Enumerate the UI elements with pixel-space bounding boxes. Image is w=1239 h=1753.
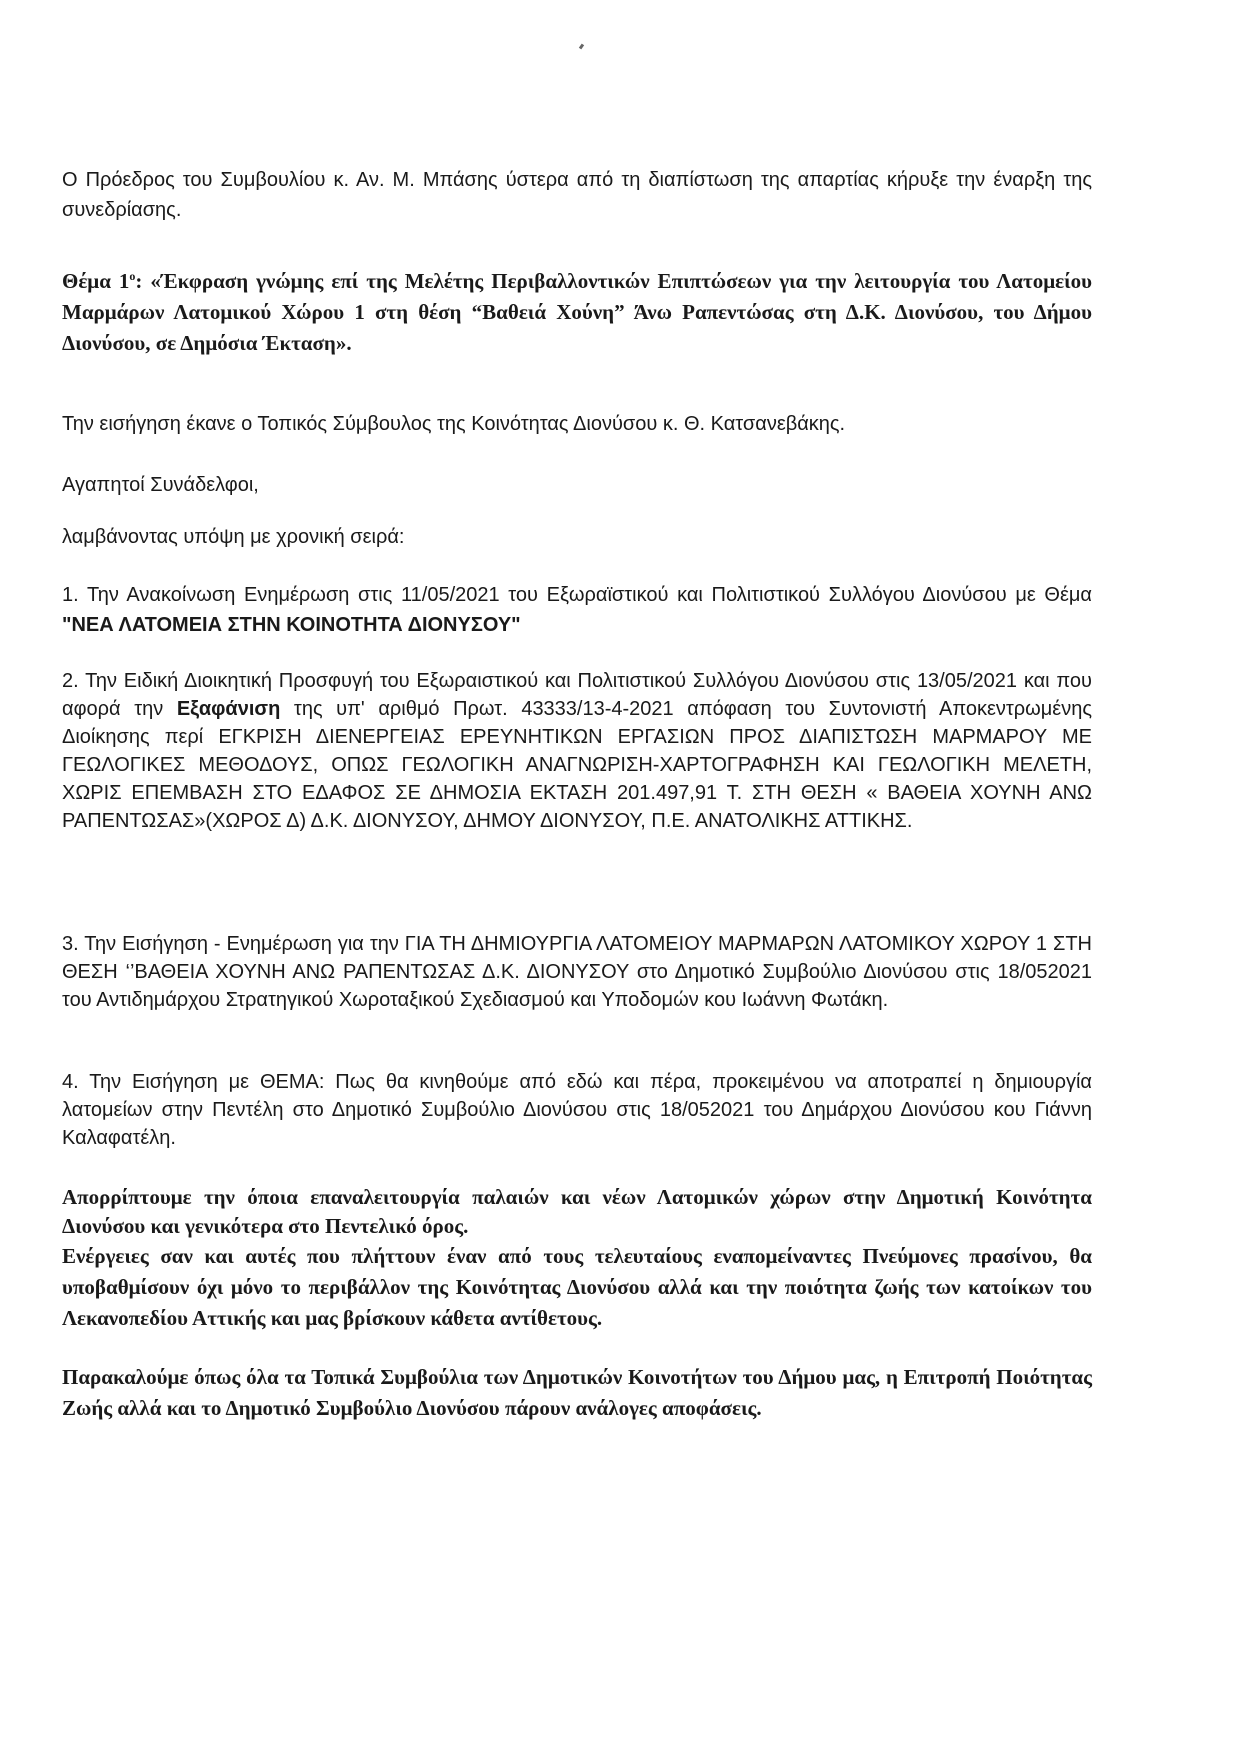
rapporteur-line: Την εισήγηση έκανε ο Τοπικός Σύμβουλος της Κοινότητας Διονύσου κ. Θ. Κατσανεβάκης. bbox=[62, 413, 846, 435]
subject-text: : «Έκφραση γνώμης επί της Μελέτης Περιβαλλοντικών Επιπτώσεων για την λειτουργία του Λατομείου Μαρμάρων Λατομικού Χώρου 1 στη θέση “Βαθειά Χούνη” Άνω Ραπεντώσας στη Δ.Κ. Διονύσου, του Δήμου Διονύσου, σε Δημόσια Έκταση». bbox=[62, 269, 1093, 355]
list-item-2-text-b: της υπ' αριθμό Πρωτ. 43333/13-4-2021 απόφαση του Συντονιστή Αποκεντρωμένης Διοίκησης περί ΕΓΚΡΙΣΗ ΔΙΕΝΕΡΓΕΙΑΣ ΕΡΕΥΝΗΤΙΚΩΝ ΕΡΓΑΣΙΩΝ ΠΡΟΣ ΔΙΑΠΙΣΤΩΣΗ ΜΑΡΜΑΡΟΥ ΜΕ ΓΕΩΛΟΓΙΚΕΣ ΜΕΘΟΔΟΥΣ, ΟΠΩΣ ΓΕΩΛΟΓΙΚΗ ΑΝΑΓΝΩΡΙΣΗ-ΧΑΡΤΟΓΡΑΦΗΣΗ ΚΑΙ ΓΕΩΛΟΓΙΚΗ ΜΕΛΕΤΗ, ΧΩΡΙΣ ΕΠΕΜΒΑΣΗ ΣΤΟ ΕΔΑΦΟΣ ΣΕ ΔΗΜΟΣΙΑ ΕΚΤΑΣΗ 201.497,91 Τ. ΣΤΗ ΘΕΣΗ « ΒΑΘΕΙΑ ΧΟΥΝΗ ΑΝΩ ΡΑΠΕΝΤΩΣΑΣ»(ΧΩΡΟΣ Δ) Δ.Κ. ΔΙΟΝΥΣΟΥ, ΔΗΜΟΥ ΔΙΟΝΥΣΟΥ, Π.Ε. ΑΝΑΤΟΛΙΚΗΣ ΑΤΤΙΚΗΣ. bbox=[62, 698, 1092, 832]
list-item-1-text: 1. Την Ανακοίνωση Ενημέρωση στις 11/05/2021 του Εξωραϊστικού και Πολιτιστικού Συλλόγου Διονύσου με Θέμα bbox=[62, 584, 1092, 606]
intro-paragraph: Ο Πρόεδρος του Συμβουλίου κ. Αν. Μ. Μπάσης ύστερα από τη διαπίστωση της απαρτίας κήρυξε την έναρξη της συνεδρίασης. bbox=[62, 169, 1092, 221]
conclusion-paragraph-1: Απορρίπτουμε την όποια επαναλειτουργία παλαιών και νέων Λατομικών χώρων στην Δημοτική Κοινότητα Διονύσου και γενικότερα στο Πεντελικό όρος. bbox=[62, 1185, 1092, 1238]
conclusion-paragraph-2: Ενέργειες σαν και αυτές που πλήττουν έναν από τους τελευταίους εναπομείναντες Πνεύμονες πρασίνου, θα υποβαθμίσουν όχι μόνο το περιβάλλον της Κοινότητας Διονύσου αλλά και την ποιότητα ζωής των κατοίκων του Λεκανοπεδίου Αττικής και μας βρίσκουν κάθετα αντίθετους. bbox=[62, 1244, 1092, 1330]
list-item-2 bbox=[62, 667, 1092, 835]
list-item-2-bold: Εξαφάνιση bbox=[176, 698, 281, 720]
list-item-1 bbox=[62, 580, 1092, 640]
list-item-3: 3. Την Εισήγηση - Ενημέρωση για την ΓΙΑ ΤΗ ΔΗΜΙΟΥΡΓΙΑ ΛΑΤΟΜΕΙΟΥ ΜΑΡΜΑΡΩΝ ΛΑΤΟΜΙΚΟΥ ΧΩΡΟΥ 1 ΣΤΗ ΘΕΣΗ ‘’ΒΑΘΕΙΑ ΧΟΥΝΗ ΑΝΩ ΡΑΠΕΝΤΩΣΑΣ Δ.Κ. ΔΙΟΝΥΣΟΥ στο Δημοτικό Συμβούλιο Διονύσου στις 18/052021 του Αντιδημάρχου Στρατηγικού Χωροταξικού Σχεδιασμού και Υποδομών κου Ιωάννη Φωτάκη. bbox=[62, 933, 1092, 1011]
subject-paragraph bbox=[62, 266, 1092, 359]
list-item-2-text-a: 2. Την Ειδική Διοικητική Προσφυγή του Εξωραιστικού και Πολιτιστικού Συλλόγου Διονύσου στις 13/05/2021 και που αφορά την bbox=[62, 670, 1092, 720]
subject-label: Θέμα 1 bbox=[62, 269, 130, 293]
list-item-1-bold: "ΝΕΑ ΛΑΤΟΜΕΙΑ ΣΤΗΝ ΚΟΙΝΟΤΗΤΑ ΔΙΟΝΥΣΟΥ" bbox=[62, 614, 521, 636]
considering-line: λαμβάνοντας υπόψη με χρονική σειρά: bbox=[62, 526, 405, 548]
scan-speck bbox=[579, 44, 584, 50]
conclusion-paragraph-3: Παρακαλούμε όπως όλα τα Τοπικά Συμβούλια των Δημοτικών Κοινοτήτων του Δήμου μας, η Επιτροπή Ποιότητας Ζωής αλλά και το Δημοτικό Συμβούλιο Διονύσου πάρουν ανάλογες αποφάσεις. bbox=[62, 1365, 1092, 1420]
greeting-line: Αγαπητοί Συνάδελφοι, bbox=[62, 474, 259, 496]
subject-ordinal: ο bbox=[129, 269, 136, 283]
list-item-4: 4. Την Εισήγηση με ΘΕΜΑ: Πως θα κινηθούμε από εδώ και πέρα, προκειμένου να αποτραπεί η δημιουργία λατομείων στην Πεντέλη στο Δημοτικό Συμβούλιο Διονύσου στις 18/052021 του Δημάρχου Διονύσου κου Γιάννη Καλαφατέλη. bbox=[62, 1071, 1092, 1149]
